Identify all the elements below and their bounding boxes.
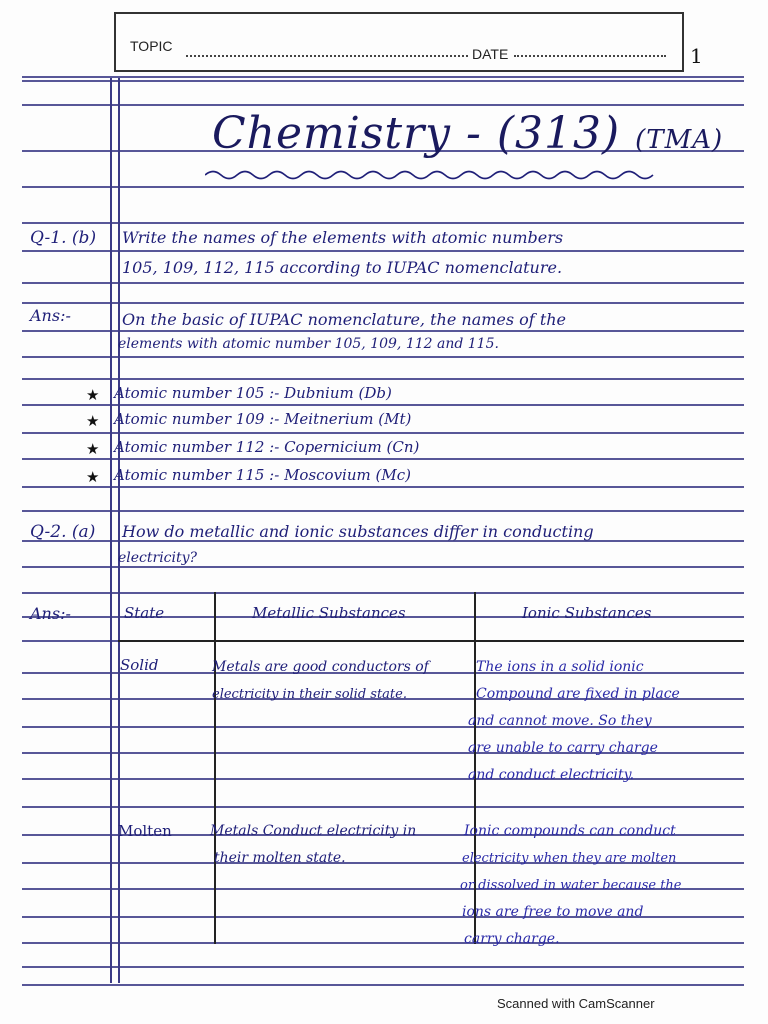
margin-line-right [118,78,120,983]
element-item: Atomic number 112 :- Copernicium (Cn) [114,438,420,456]
rule-line [22,282,744,284]
rule-line [22,356,744,358]
date-label: DATE [472,46,509,62]
q1-ans-line2: elements with atomic number 105, 109, 112 and 115. [118,336,499,352]
table-cell-ionic: are unable to carry charge [468,740,658,756]
table-cell-metallic: Metals are good conductors of [212,659,429,675]
table-cell-metallic: electricity in their solid state. [212,687,407,702]
table-cell-state: Solid [120,656,159,674]
rule-line [22,966,744,968]
rule-line [22,778,744,780]
q2-line1: How do metallic and ionic substances differ in conducting [122,522,594,541]
q1-label: Q-1. (b) [30,228,97,248]
rule-line [22,432,744,434]
table-cell-ionic: and conduct electricity. [468,767,635,783]
rule-line [22,302,744,304]
table-header-metallic: Metallic Substances [252,604,406,622]
table-header-ionic: Ionic Substances [522,604,652,622]
topic-label: TOPIC [130,38,173,54]
rule-line [22,806,744,808]
rule-line [22,458,744,460]
rule-line [22,942,744,944]
rule-line [22,510,744,512]
rule-line [22,104,744,106]
rule-line [22,186,744,188]
table-cell-state: Molten [118,822,172,840]
bullet-star-icon: ★ [86,469,100,486]
q1-ans-label: Ans:- [30,306,71,325]
topic-line [186,53,468,57]
rule-line [22,222,744,224]
rule-line [22,592,744,594]
element-item: Atomic number 105 :- Dubnium (Db) [114,384,392,402]
table-cell-metallic: Metals Conduct electricity in [210,823,417,839]
page-number: 1 [690,44,703,68]
bullet-star-icon: ★ [86,387,100,404]
title-sub: (TMA) [635,125,724,155]
rule-line [22,76,744,78]
rule-line [22,378,744,380]
table-cell-ionic: or dissolved in water because the [460,878,682,893]
header-box [114,12,684,72]
q1-line2: 105, 109, 112, 115 according to IUPAC nomenclature. [122,258,563,277]
rule-line [22,984,744,986]
element-item: Atomic number 115 :- Moscovium (Mc) [114,466,411,484]
rule-line [22,566,744,568]
table-cell-ionic: and cannot move. So they [468,713,652,729]
scanner-watermark: Scanned with CamScanner [497,996,655,1011]
page-title [212,108,723,159]
q2-ans-label: Ans:- [30,604,71,623]
bullet-star-icon: ★ [86,441,100,458]
table-cell-ionic: The ions in a solid ionic [476,659,644,675]
rule-line [22,330,744,332]
table-header-state: State [124,604,165,622]
element-item: Atomic number 109 :- Meitnerium (Mt) [114,410,412,428]
q2-line2: electricity? [118,550,198,566]
table-cell-ionic: electricity when they are molten [462,851,677,866]
table-divider [214,592,216,944]
table-cell-ionic: Compound are fixed in place [476,686,680,702]
title-underline-wave [205,168,665,182]
table-cell-metallic: their molten state. [214,850,346,866]
rule-line [22,404,744,406]
title-main: Chemistry - (313) [212,108,621,159]
rule-line [22,486,744,488]
q2-label: Q-2. (a) [30,522,96,542]
table-cell-ionic: Ionic compounds can conduct [464,823,676,839]
q1-line1: Write the names of the elements with atomic numbers [122,228,564,247]
table-cell-ionic: carry charge. [464,931,560,947]
table-header-line [118,640,744,642]
date-line [514,53,666,57]
rule-line [22,80,744,82]
table-cell-ionic: ions are free to move and [462,904,644,920]
rule-line [22,250,744,252]
bullet-star-icon: ★ [86,413,100,430]
q1-ans-line1: On the basic of IUPAC nomenclature, the names of the [122,310,567,329]
margin-line-left [110,78,112,983]
